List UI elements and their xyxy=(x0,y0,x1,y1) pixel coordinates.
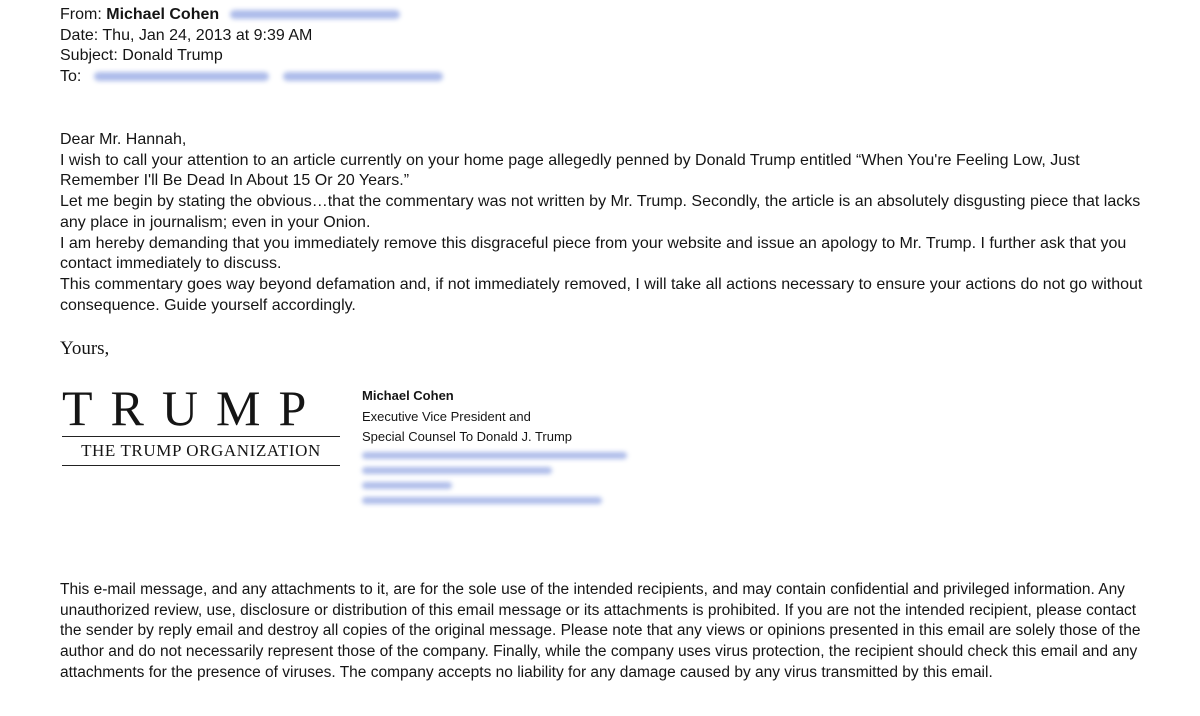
redacted-recipient-1 xyxy=(94,72,269,81)
from-label: From: xyxy=(60,6,102,23)
signature-title-1: Executive Vice President and xyxy=(362,408,531,424)
signature-block xyxy=(362,386,627,508)
to-row xyxy=(60,67,443,88)
from-row xyxy=(60,5,443,26)
body-paragraph-1: I wish to call your attention to an article currently on your home page allegedly penned by Donald Trump entitled “When You're Feeling Low, Just Remember I'll Be Dead In About 15 Or 20 Years.” xyxy=(60,151,1080,190)
redacted-address xyxy=(362,448,627,463)
redacted-email-link xyxy=(362,493,627,508)
logo-org-name: THE TRUMP ORGANIZATION xyxy=(81,441,321,460)
body-paragraph-2: Let me begin by stating the obvious…that the commentary was not written by Mr. Trump. Secondly, the article is an absolutely disgusting piece that lacks any place in journalism; even in your Onion. xyxy=(60,193,1141,231)
signature-name: Michael Cohen xyxy=(362,388,454,403)
redacted-sender-email xyxy=(230,10,400,19)
signature-title-2: Special Counsel To Donald J. Trump xyxy=(362,429,573,444)
subject-row: Subject: Donald Trump xyxy=(60,47,223,64)
redacted-phone-1 xyxy=(362,463,627,478)
body-paragraph-3: I am hereby demanding that you immediately remove this disgraceful piece from your website and issue an apology to Mr. Trump. I further ask that you contact immediately to discuss. xyxy=(60,234,1127,273)
redacted-recipient-2 xyxy=(283,72,443,81)
logo-wordmark: TRUMP xyxy=(62,380,325,436)
logo-divider-bottom xyxy=(62,465,340,466)
redacted-phone-2 xyxy=(362,478,627,493)
to-label: To: xyxy=(60,67,82,85)
sender-name[interactable]: Michael Cohen xyxy=(106,6,220,23)
email-header xyxy=(60,5,443,87)
email-body xyxy=(60,130,1150,316)
closing: Yours, xyxy=(60,338,110,359)
body-paragraph-4: This commentary goes way beyond defamation and, if not immediately removed, I will take all actions necessary to ensure your actions do not go without consequence. Guide yourself accordingly. xyxy=(60,275,1143,314)
salutation: Dear Mr. Hannah, xyxy=(60,131,187,148)
date-row: Date: Thu, Jan 24, 2013 at 9:39 AM xyxy=(60,26,313,44)
trump-organization-logo xyxy=(62,380,344,466)
confidentiality-disclaimer: This e-mail message, and any attachments to it, are for the sole use of the intended recipients, and may contain confidential and privileged information. Any unauthorized review, use, disclosure or distribution of this email message or its attachments is prohibited. If you are not the intended recipient, please contact the sender by reply email and destroy all copies of the original message. Please note that any views or opinions presented in this email are solely those of the author and do not necessarily represent those of the company. Finally, while the company uses virus protection, the recipient should check this email and any attachments for the presence of viruses. The company accepts no liability for any damage caused by any virus transmitted by this email. xyxy=(60,581,1141,681)
